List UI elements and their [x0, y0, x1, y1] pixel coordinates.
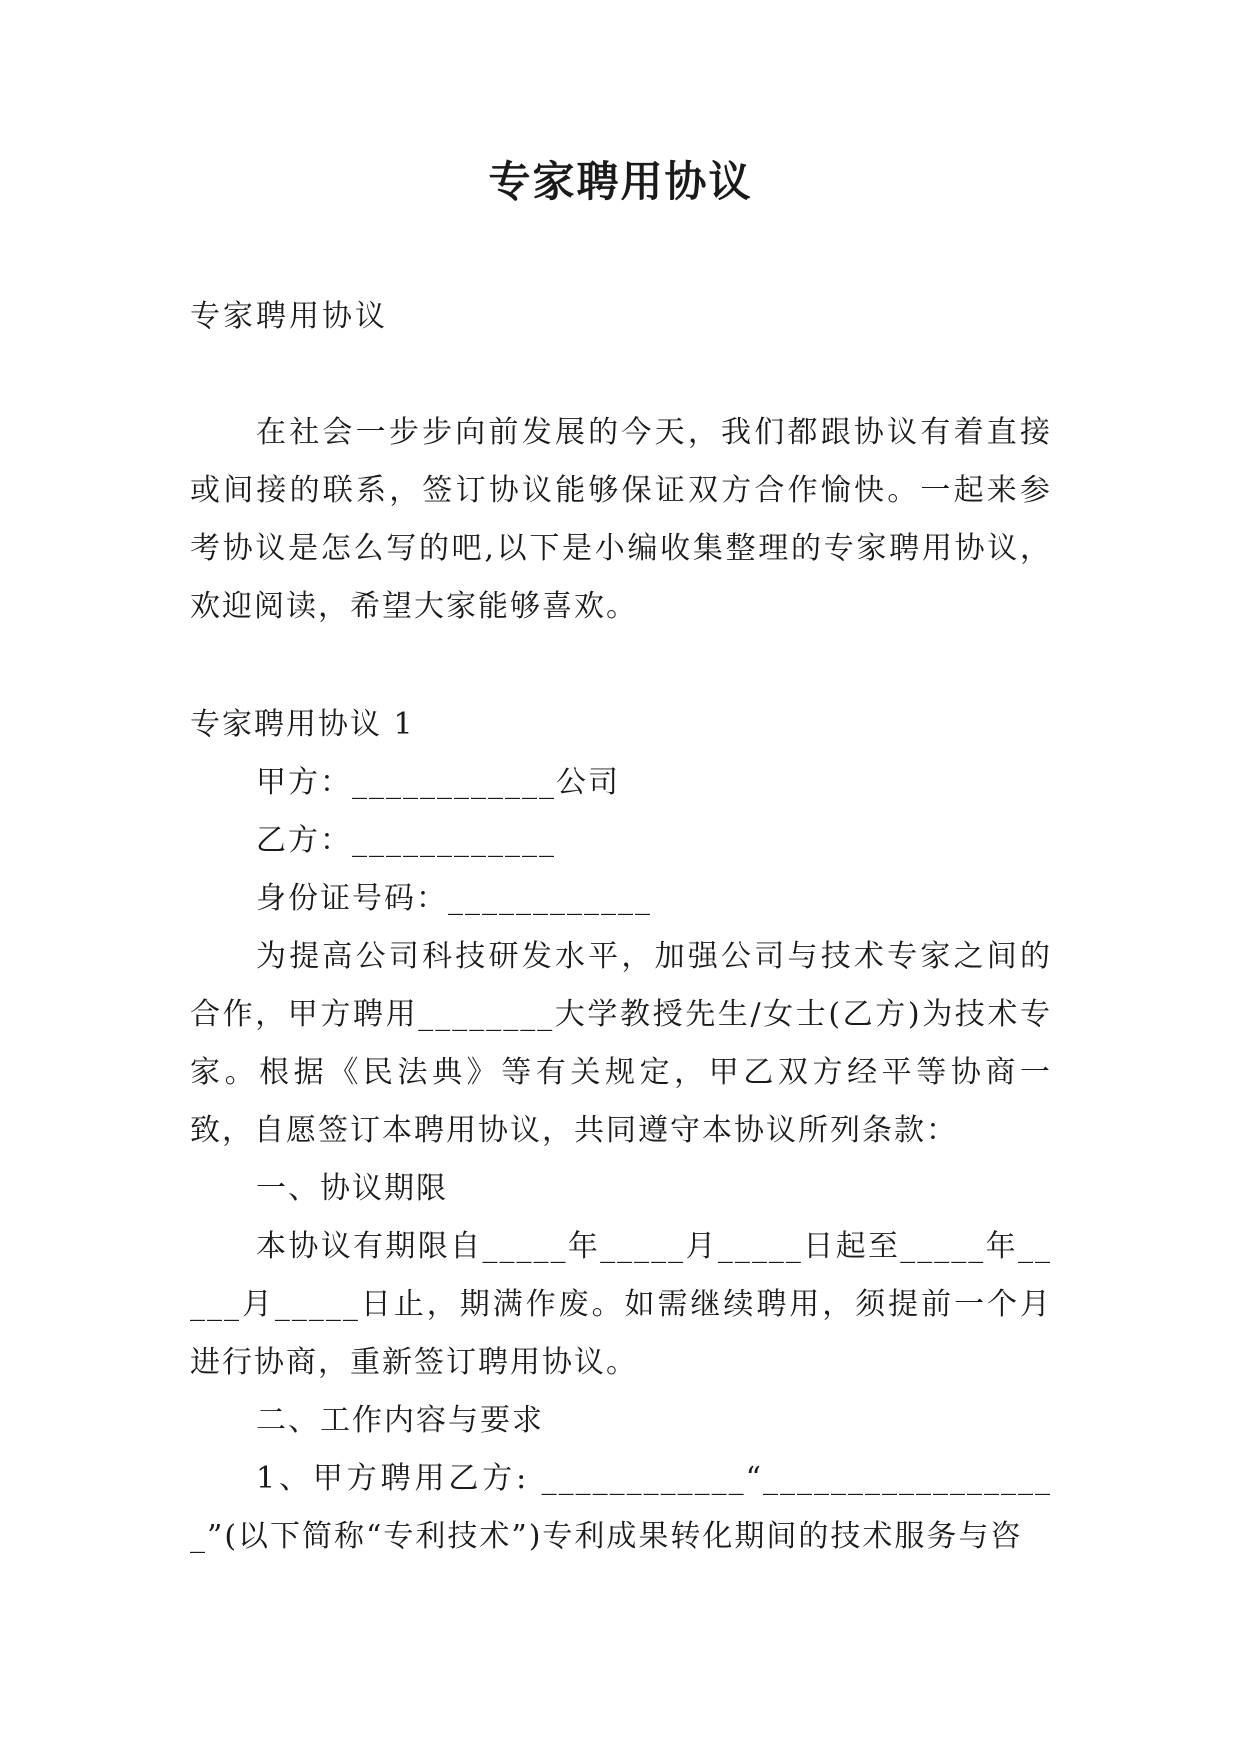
section-2-title: 二、工作内容与要求: [256, 1403, 544, 1438]
intro-section: [190, 404, 1052, 636]
agreement-1: [190, 696, 1052, 1566]
intro-paragraph: 在社会一步步向前发展的今天，我们都跟协议有着直接或间接的联系，签订协议能够保证双方合作愉快。一起来参考协议是怎么写的吧,以下是小编收集整理的专家聘用协议，欢迎阅读，希望大家能够喜欢。: [190, 415, 1052, 624]
id-number-line: 身份证号码：____________: [256, 881, 652, 916]
document-title: 专家聘用协议: [488, 157, 753, 206]
agreement-heading: 专家聘用协议 1: [190, 707, 415, 742]
party-b-line: 乙方：____________: [256, 823, 556, 858]
section-2-item-1: 1、甲方聘用乙方: ____________“__________________”(以下简称“专利技术”)专利成果转化期间的技术服务与咨: [190, 1461, 1052, 1554]
document-subtitle: 专家聘用协议: [190, 299, 388, 334]
section-1-title: 一、协议期限: [256, 1171, 448, 1206]
preamble-paragraph: 为提高公司科技研发水平，加强公司与技术专家之间的合作，甲方聘用________大学教授先生/女士(乙方)为技术专家。根据《民法典》等有关规定，甲乙双方经平等协商一致，自愿签订本聘用协议，共同遵守本协议所列条款：: [190, 939, 1052, 1148]
party-a-line: 甲方：____________公司: [256, 765, 620, 800]
section-1-paragraph: 本协议有期限自_____年_____月_____日起至_____年_____月_____日止，期满作废。如需继续聘用，须提前一个月进行协商，重新签订聘用协议。: [190, 1229, 1052, 1380]
